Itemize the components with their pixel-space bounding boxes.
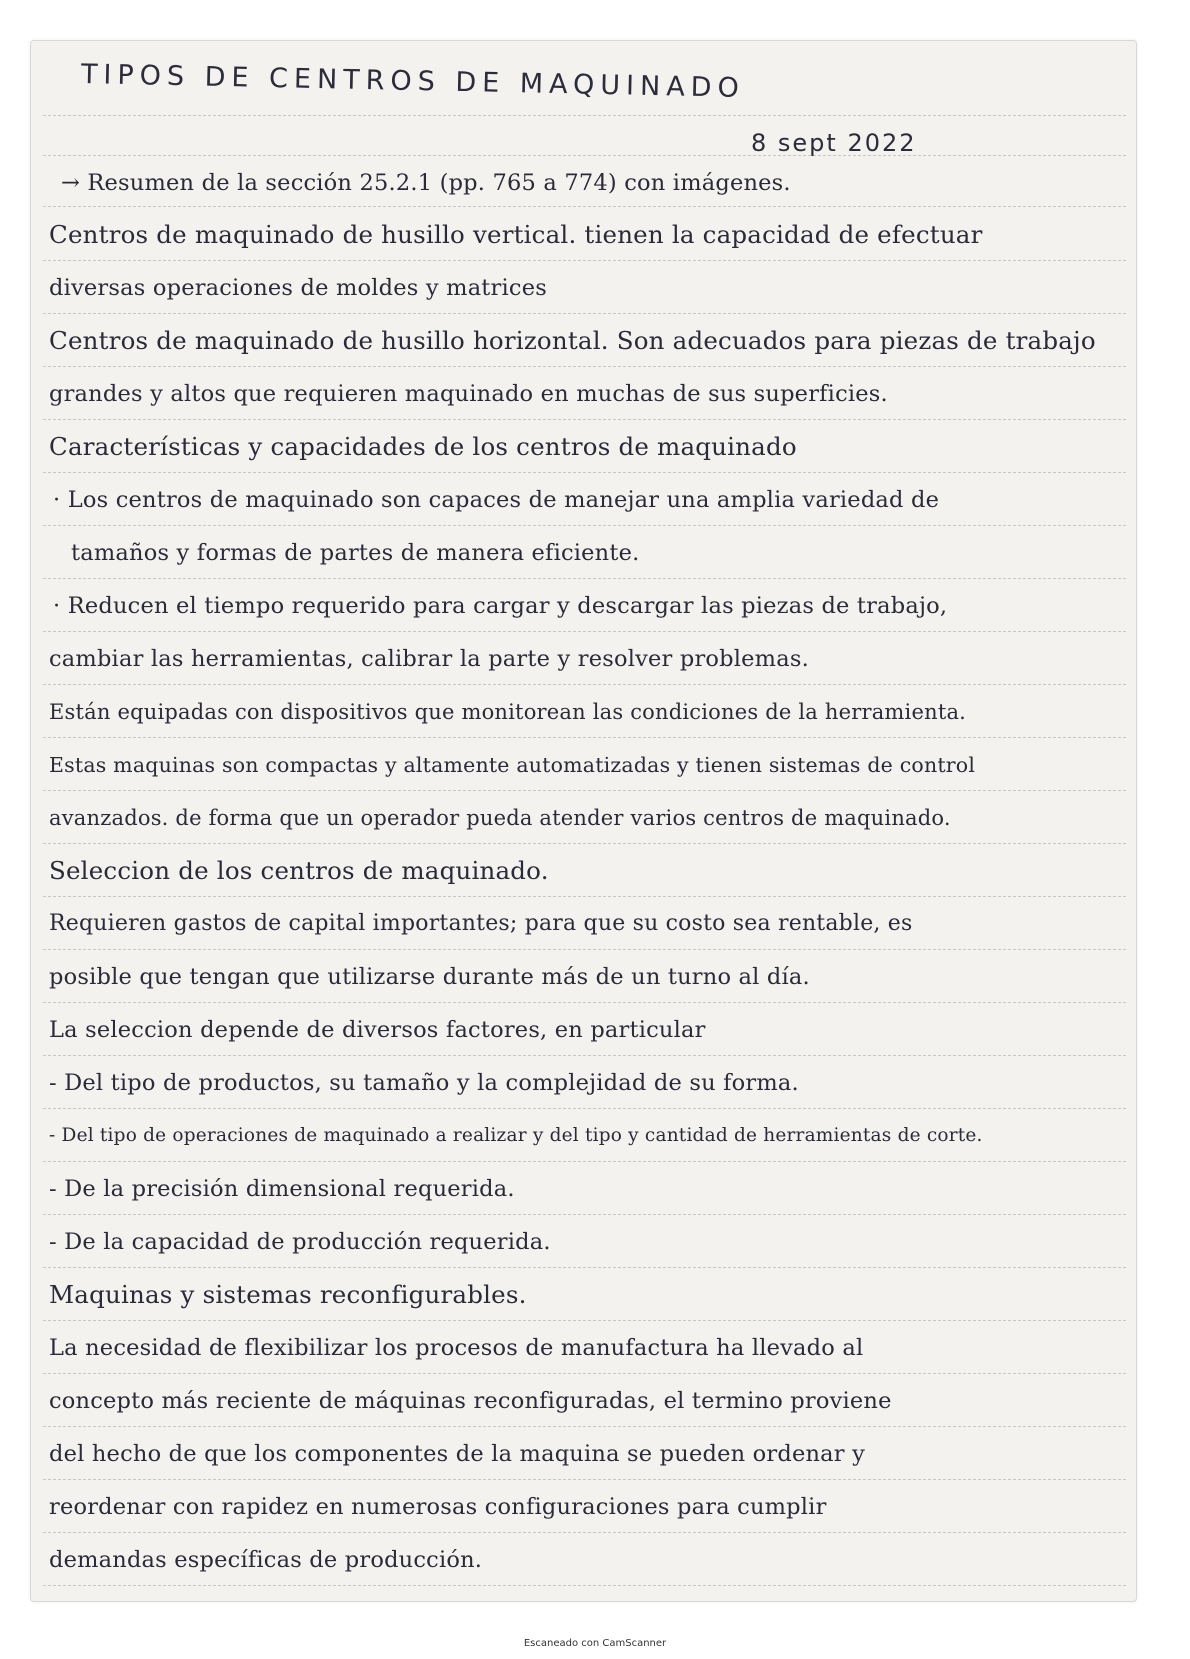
ruled-line: [43, 1426, 1126, 1427]
note-line: tamaños y formas de partes de manera eficiente.: [71, 540, 640, 566]
note-line: reordenar con rapidez en numerosas configuraciones para cumplir: [49, 1494, 827, 1520]
note-line: - Del tipo de productos, su tamaño y la complejidad de su forma.: [49, 1070, 799, 1096]
note-line: diversas operaciones de moldes y matrices: [49, 275, 547, 301]
note-line: Seleccion de los centros de maquinado.: [49, 856, 549, 885]
note-line: - De la precisión dimensional requerida.: [49, 1176, 515, 1202]
ruled-line: [43, 1002, 1126, 1003]
ruled-line: [43, 115, 1126, 116]
ruled-line: [43, 1320, 1126, 1321]
ruled-line: [43, 419, 1126, 420]
note-line: posible que tengan que utilizarse durante más de un turno al día.: [49, 964, 810, 990]
note-line: · Reducen el tiempo requerido para cargar y descargar las piezas de trabajo,: [53, 593, 948, 619]
notebook-page: [30, 40, 1137, 1602]
ruled-line: [43, 472, 1126, 473]
ruled-line: [43, 1479, 1126, 1480]
ruled-line: [43, 260, 1126, 261]
note-line: La necesidad de flexibilizar los procesos de manufactura ha llevado al: [49, 1335, 864, 1361]
note-line: - De la capacidad de producción requerida.: [49, 1229, 551, 1255]
ruled-line: [43, 1585, 1126, 1586]
note-line: Estas maquinas son compactas y altamente automatizadas y tienen sistemas de control: [49, 753, 976, 777]
ruled-line: [43, 1214, 1126, 1215]
ruled-line: [43, 525, 1126, 526]
ruled-line: [43, 684, 1126, 685]
scanner-watermark: Escaneado con CamScanner: [523, 1638, 667, 1649]
ruled-line: [43, 1161, 1126, 1162]
note-line: Requieren gastos de capital importantes; para que su costo sea rentable, es: [49, 911, 913, 936]
note-line: del hecho de que los componentes de la maquina se pueden ordenar y: [49, 1441, 865, 1467]
ruled-line: [43, 313, 1126, 314]
note-line: grandes y altos que requieren maquinado en muchas de sus superficies.: [49, 381, 888, 407]
ruled-line: [43, 1373, 1126, 1374]
note-line: Maquinas y sistemas reconfigurables.: [49, 1280, 527, 1309]
ruled-line: [43, 843, 1126, 844]
note-line: Están equipadas con dispositivos que monitorean las condiciones de la herramienta.: [49, 700, 967, 724]
ruled-line: [43, 1267, 1126, 1268]
ruled-line: [43, 206, 1126, 207]
ruled-line: [43, 790, 1126, 791]
ruled-line: [43, 631, 1126, 632]
ruled-line: [43, 1108, 1126, 1109]
note-line: · Los centros de maquinado son capaces de manejar una amplia variedad de: [53, 487, 940, 513]
note-line: cambiar las herramientas, calibrar la parte y resolver problemas.: [49, 646, 809, 672]
note-line: concepto más reciente de máquinas reconfiguradas, el termino proviene: [49, 1388, 892, 1414]
note-line: Centros de maquinado de husillo horizontal. Son adecuados para piezas de trabajo: [49, 326, 1096, 355]
note-line: avanzados. de forma que un operador pueda atender varios centros de maquinado.: [49, 806, 951, 830]
note-line: La seleccion depende de diversos factores, en particular: [49, 1017, 706, 1043]
ruled-line: [43, 1055, 1126, 1056]
note-line: demandas específicas de producción.: [49, 1547, 483, 1573]
ruled-line: [43, 896, 1126, 897]
note-line: - Del tipo de operaciones de maquinado a realizar y del tipo y cantidad de herramientas de corte.: [49, 1125, 983, 1146]
ruled-line: [43, 366, 1126, 367]
note-line: Centros de maquinado de husillo vertical. tienen la capacidad de efectuar: [49, 220, 983, 249]
ruled-line: [43, 578, 1126, 579]
page-title: TIPOS DE CENTROS DE MAQUINADO: [80, 59, 746, 104]
note-line: → Resumen de la sección 25.2.1 (pp. 765 a 774) con imágenes.: [61, 170, 791, 196]
ruled-line: [43, 949, 1126, 950]
page-date: 8 sept 2022: [751, 129, 917, 157]
ruled-line: [43, 737, 1126, 738]
ruled-line: [43, 155, 1126, 156]
ruled-line: [43, 1532, 1126, 1533]
note-line: Características y capacidades de los centros de maquinado: [49, 432, 797, 461]
